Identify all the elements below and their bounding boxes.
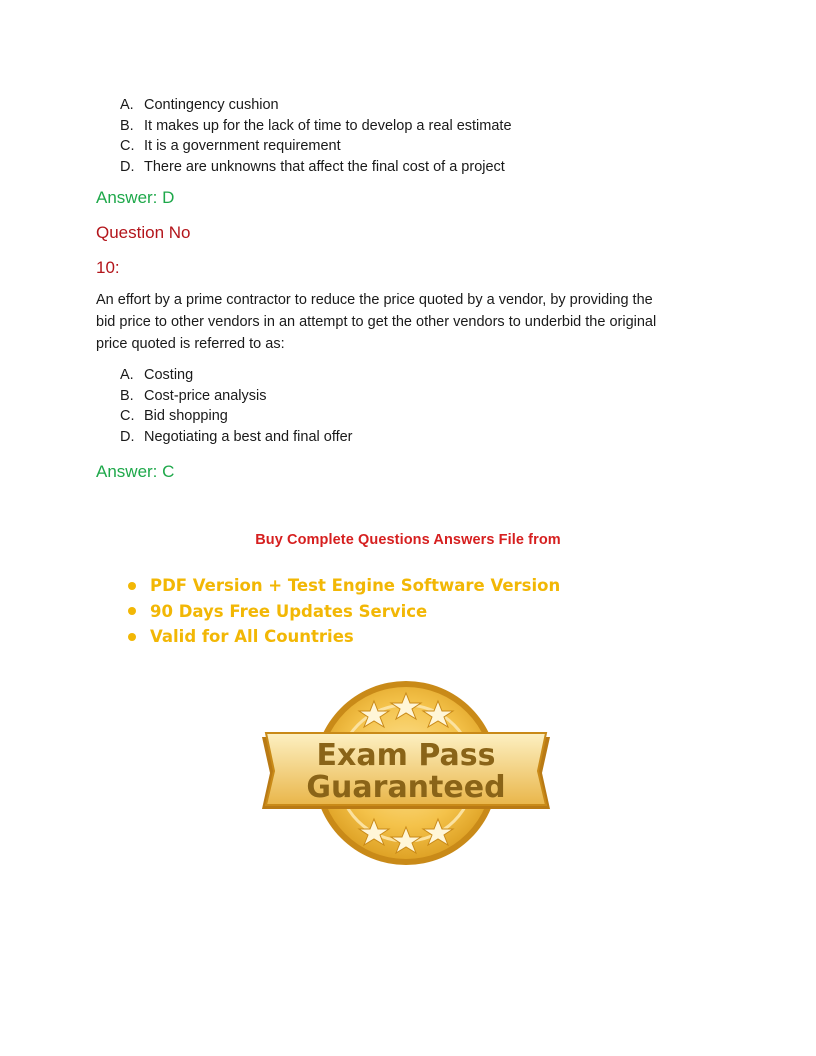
list-item: C. It is a government requirement (120, 138, 341, 154)
list-item: 90 Days Free Updates Service (128, 599, 560, 625)
q9-answer: Answer: D (96, 188, 175, 207)
list-item: B. It makes up for the lack of time to develop a real estimate (120, 117, 512, 134)
q10-options (120, 365, 353, 447)
question-text-line: bid price to other vendors in an attempt to get the other vendors to underbid the original (96, 314, 657, 330)
question-number-label: Question No (96, 223, 191, 242)
q9-options (120, 95, 512, 177)
list-item: B. Cost-price analysis (120, 387, 267, 404)
list-item: C. Bid shopping (120, 408, 228, 424)
list-item: A. Costing (120, 367, 194, 383)
question-text-line: An effort by a prime contractor to reduce the price quoted by a vendor, by providing the (96, 292, 653, 308)
buy-heading[interactable]: Buy Complete Questions Answers File from (255, 532, 561, 548)
question-text (96, 289, 721, 355)
list-item: D. Negotiating a best and final offer (120, 428, 353, 445)
q10-answer: Answer: C (96, 462, 175, 481)
bullet-icon (128, 607, 136, 615)
list-item: PDF Version + Test Engine Software Version (128, 573, 560, 599)
bullet-icon (128, 582, 136, 590)
feature-list (128, 573, 560, 650)
badge-line2: Guaranteed (306, 770, 506, 805)
exam-pass-guaranteed-seal-icon (258, 675, 554, 871)
list-item: Valid for All Countries (128, 624, 560, 650)
question-text-line: price quoted is referred to as: (96, 336, 285, 352)
list-item: D. There are unknowns that affect the final cost of a project (120, 158, 505, 175)
list-item: A. Contingency cushion (120, 97, 279, 113)
badge-line1: Exam Pass (316, 738, 496, 773)
bullet-icon (128, 633, 136, 641)
question-number: 10: (96, 258, 120, 277)
